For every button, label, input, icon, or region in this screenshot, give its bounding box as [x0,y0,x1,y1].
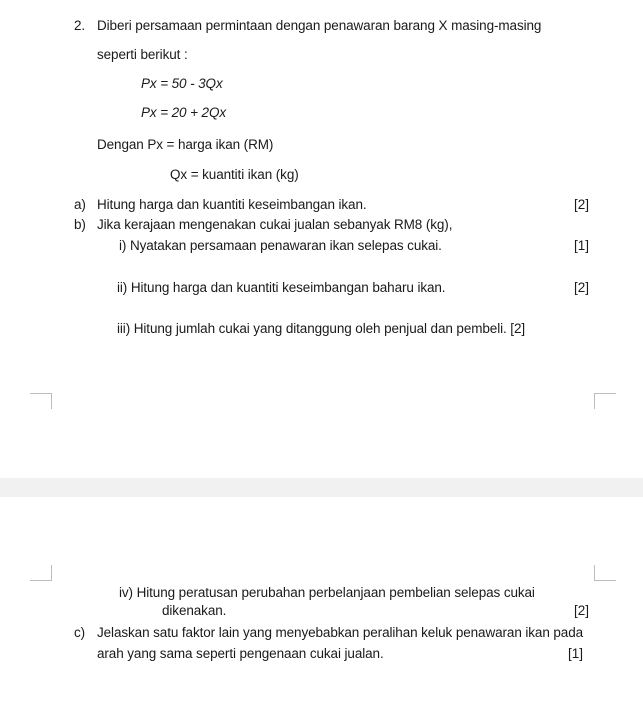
page-corner-top-right-mark [594,565,616,581]
question-intro-line1: Diberi persamaan permintaan dengan penawaran barang X masing-masing [97,18,542,33]
part-b-iv-line2: dikenakan. [162,603,227,618]
part-b-iv-line1: iv) Hitung peratusan perubahan perbelanjaan pembelian selepas cukai [119,585,535,600]
demand-equation: Px = 50 - 3Qx [141,76,223,91]
page-corner-top-left-mark [30,565,52,581]
part-b-ii-text: ii) Hitung harga dan kuantiti keseimbangan baharu ikan. [117,280,446,295]
supply-equation: Px = 20 + 2Qx [141,105,226,120]
part-b-iii-text: iii) Hitung jumlah cukai yang ditanggung oleh penjual dan pembeli. [2] [117,321,526,336]
question-number: 2. [74,18,86,33]
part-a-text: Hitung harga dan kuantiti keseimbangan ikan. [97,197,367,212]
question-intro-line2: seperti berikut : [97,47,188,62]
part-b-i-text: i) Nyatakan persamaan penawaran ikan selepas cukai. [119,238,442,253]
part-c-line1: Jelaskan satu faktor lain yang menyebabkan peralihan keluk penawaran ikan pada [97,625,584,640]
part-c-marks: [1] [568,646,584,661]
part-b-text: Jika kerajaan mengenakan cukai jualan sebanyak RM8 (kg), [97,217,453,232]
part-a-marks: [2] [574,197,590,212]
part-a-label: a) [74,197,86,212]
page-gap [0,478,643,497]
definition-qx: Qx = kuantiti ikan (kg) [170,167,299,182]
page-corner-bottom-left-mark [30,393,52,409]
part-c-label: c) [74,625,86,640]
page-corner-bottom-right-mark [594,393,616,409]
part-b-label: b) [74,217,86,232]
part-b-ii-marks: [2] [574,280,590,295]
part-c-line2: arah yang sama seperti pengenaan cukai jualan. [97,646,384,661]
part-b-i-marks: [1] [574,238,590,253]
definition-px: Dengan Px = harga ikan (RM) [97,137,274,152]
part-b-iv-marks: [2] [574,603,590,618]
